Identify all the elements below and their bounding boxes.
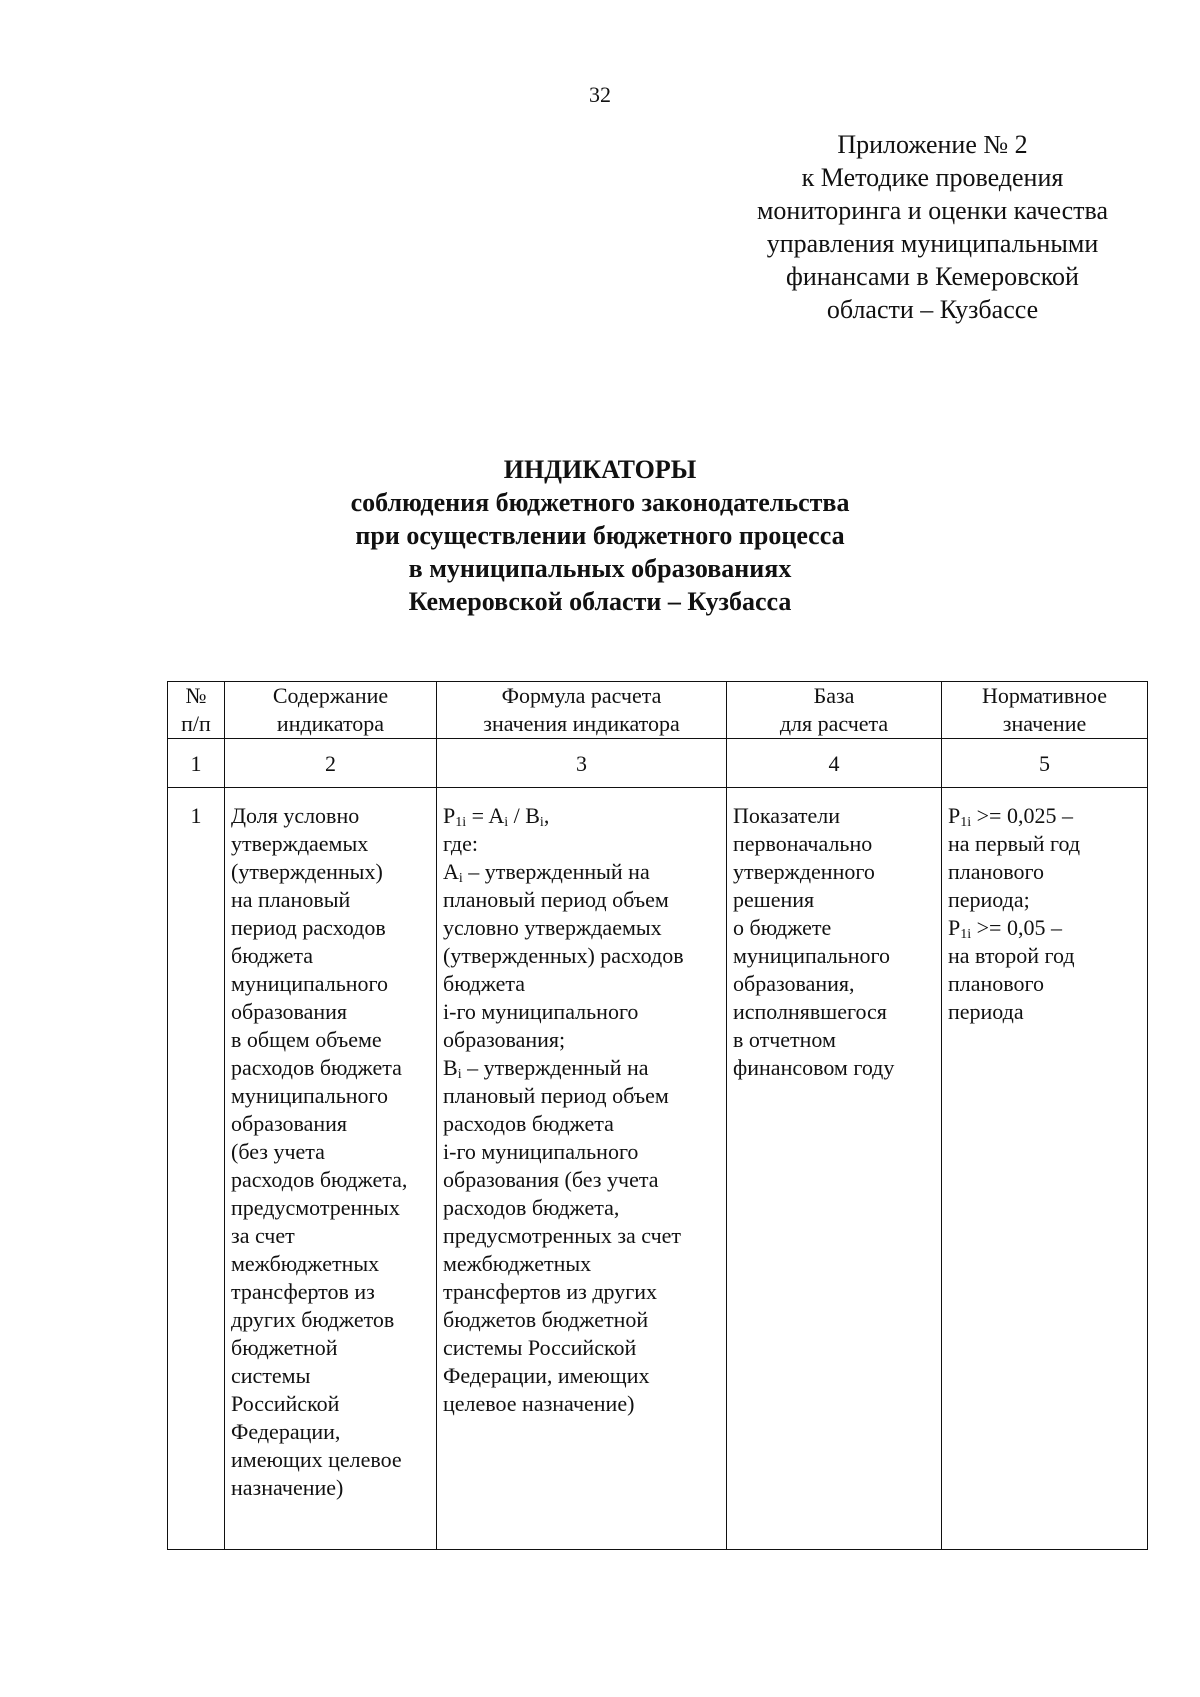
formula-cell [437, 788, 727, 1550]
appendix-note [735, 128, 1130, 326]
formula-a-desc-line: i-го муниципального [443, 999, 639, 1024]
indicator-content-line: Доля условно [231, 803, 360, 828]
formula-a-desc-line: плановый период объем [443, 887, 669, 912]
formula-b-desc-line: расходов бюджета, [443, 1195, 620, 1220]
header-formula: Формула расчета значения индикатора [437, 682, 727, 739]
column-number: 2 [225, 739, 437, 788]
header-base: База для расчета [727, 682, 942, 739]
indicator-content-line: муниципального [231, 971, 389, 996]
appendix-line: управления муниципальными [766, 229, 1099, 258]
indicator-content-line: в общем объеме [231, 1027, 382, 1052]
column-number: 3 [437, 739, 727, 788]
indicator-content-cell [225, 788, 437, 1550]
formula-a-desc-line: (утвержденных) расходов [443, 943, 684, 968]
formula-b-desc-line: системы Российской [443, 1335, 637, 1360]
calculation-base-line: финансовом году [733, 1055, 895, 1080]
calculation-base-line: первоначально [733, 831, 873, 856]
formula-b-desc-line: целевое назначение) [443, 1391, 635, 1416]
calculation-base-line: исполнявшегося [733, 999, 887, 1024]
calculation-base-line: решения [733, 887, 815, 912]
indicator-content-line: муниципального [231, 1083, 389, 1108]
column-number: 1 [168, 739, 225, 788]
calculation-base-line: утвержденного [733, 859, 875, 884]
indicator-content-line: трансфертов из [231, 1279, 375, 1304]
formula-b-desc-line: трансфертов из других [443, 1279, 658, 1304]
indicator-content-line: (утвержденных) [231, 859, 383, 884]
appendix-line: Приложение № 2 [837, 130, 1028, 159]
calculation-base-line: Показатели [733, 803, 841, 828]
table-header-row [168, 682, 1148, 739]
normative-value-cell [942, 788, 1148, 1550]
formula-a-definition: $A_i$ – утвержденный на [443, 859, 650, 886]
header-content: Содержание индикатора [225, 682, 437, 739]
calculation-base-cell [727, 788, 942, 1550]
indicator-content-line: образования [231, 1111, 348, 1136]
norm-first-year-line: планового [948, 859, 1045, 884]
indicator-content-line: других бюджетов [231, 1307, 395, 1332]
column-number: 5 [942, 739, 1148, 788]
formula-line: $P_{1i} = A_i / B_i$, [443, 803, 550, 830]
title-line: при осуществлении бюджетного процесса [355, 521, 845, 550]
formula-b-desc-line: бюджетов бюджетной [443, 1307, 649, 1332]
header-norm: Нормативное значение [942, 682, 1148, 739]
norm-first-year-line: на первый год [948, 831, 1081, 856]
formula-b-desc-line: межбюджетных [443, 1251, 592, 1276]
document-title [0, 453, 1200, 618]
column-number-row [168, 739, 1148, 788]
norm-second-year-line: периода [948, 999, 1024, 1024]
indicator-content-line: (без учета [231, 1139, 325, 1164]
page-number: 32 [589, 82, 611, 107]
indicator-content-line: бюджета [231, 943, 314, 968]
formula-b-desc-line: расходов бюджета [443, 1111, 614, 1136]
formula-b-desc-line: плановый период объем [443, 1083, 669, 1108]
indicator-content-line: предусмотренных [231, 1195, 400, 1220]
appendix-line: к Методике проведения [801, 163, 1064, 192]
header-number: № п/п [168, 682, 225, 739]
formula-a-desc-line: условно утверждаемых [443, 915, 662, 940]
calculation-base-line: в отчетном [733, 1027, 836, 1052]
indicator-content-line: период расходов [231, 915, 386, 940]
indicator-content-line: за счет [231, 1223, 295, 1248]
indicator-content-line: образования [231, 999, 348, 1024]
norm-second-year-line: на второй год [948, 943, 1075, 968]
calculation-base-line: о бюджете [733, 915, 832, 940]
title-line: в муниципальных образованиях [408, 554, 792, 583]
calculation-base-line: образования, [733, 971, 855, 996]
indicator-content-line: Федерации, [231, 1419, 341, 1444]
indicator-content-line: расходов бюджета, [231, 1167, 408, 1192]
calculation-base-line: муниципального [733, 943, 891, 968]
indicator-content-line: назначение) [231, 1475, 344, 1500]
norm-first-year: $P_{1i} >= 0,025$ – [948, 803, 1073, 830]
formula-b-desc-line: предусмотренных за счет [443, 1223, 682, 1248]
formula-b-definition: $B_i$ – утвержденный на [443, 1055, 649, 1082]
norm-second-year-line: планового [948, 971, 1045, 996]
norm-first-year-line: периода; [948, 887, 1030, 912]
title-line: Кемеровской области – Кузбасса [408, 587, 792, 616]
indicator-content-line: на плановый [231, 887, 351, 912]
indicator-content-line: имеющих целевое [231, 1447, 402, 1472]
norm-second-year: $P_{1i} >= 0,05$ – [948, 915, 1062, 942]
formula-a-desc-line: бюджета [443, 971, 526, 996]
formula-b-desc-line: Федерации, имеющих [443, 1363, 650, 1388]
formula-b-desc-line: образования (без учета [443, 1167, 659, 1192]
row-number: 1 [168, 788, 225, 1550]
indicator-content-line: Российской [231, 1391, 340, 1416]
formula-a-desc-line: образования; [443, 1027, 566, 1052]
appendix-line: мониторинга и оценки качества [756, 196, 1109, 225]
column-number: 4 [727, 739, 942, 788]
indicator-content-line: межбюджетных [231, 1251, 380, 1276]
indicator-content-line: бюджетной [231, 1335, 338, 1360]
appendix-line: области – Кузбассе [826, 295, 1039, 324]
table-row [168, 788, 1148, 1550]
indicators-table [167, 681, 1148, 1550]
formula-b-desc-line: i-го муниципального [443, 1139, 639, 1164]
appendix-line: финансами в Кемеровской [786, 262, 1079, 291]
title-line: ИНДИКАТОРЫ [503, 455, 697, 484]
indicator-content-line: расходов бюджета [231, 1055, 402, 1080]
indicator-content-line: утверждаемых [231, 831, 369, 856]
formula-where: где: [443, 831, 478, 856]
title-line: соблюдения бюджетного законодательства [350, 488, 850, 517]
indicator-content-line: системы [231, 1363, 311, 1388]
